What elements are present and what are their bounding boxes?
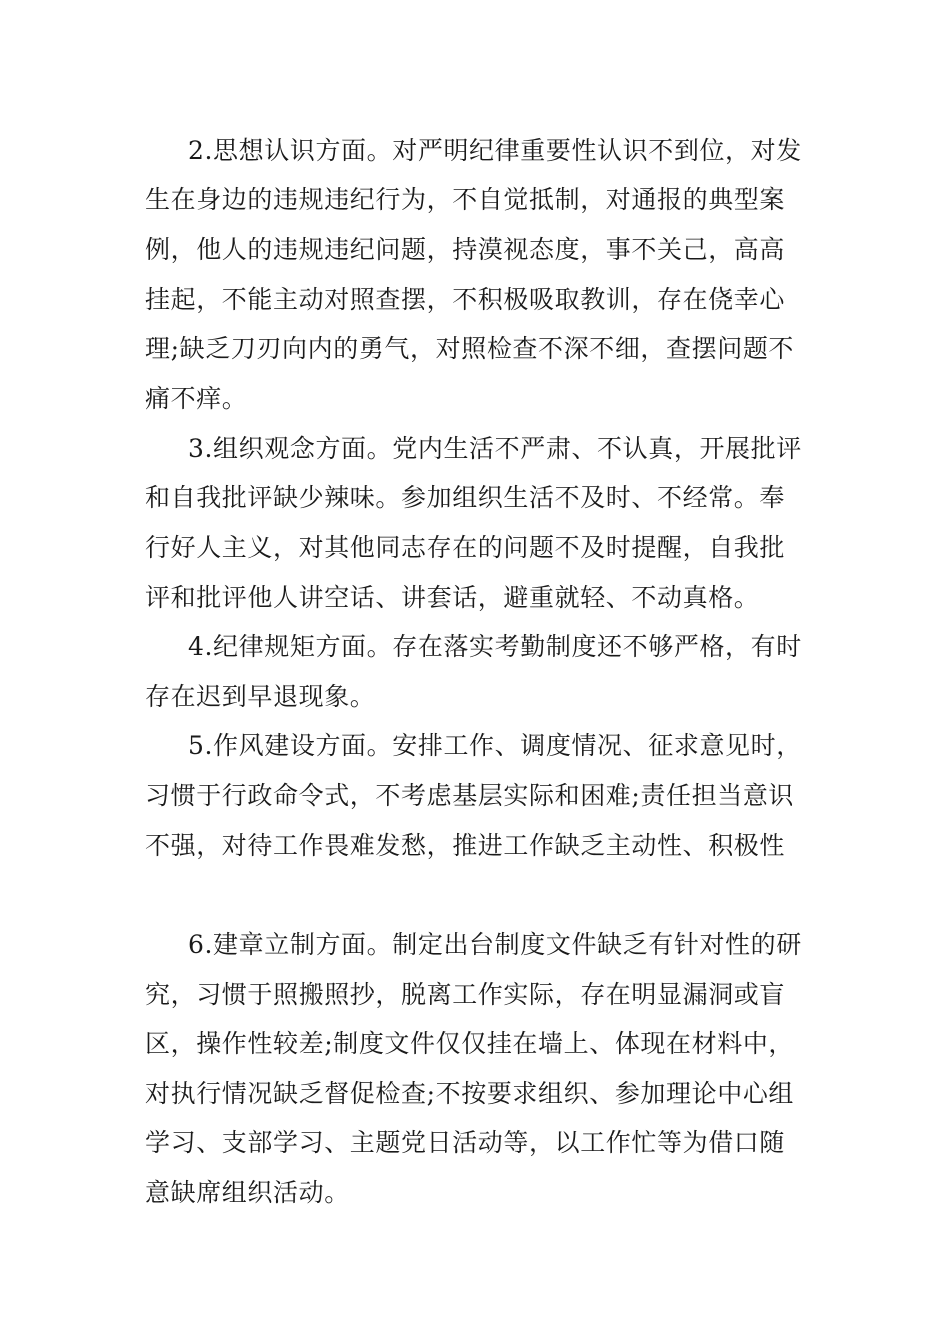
paragraph-3-line-3: 行好人主义，对其他同志存在的问题不及时提醒，自我批 — [145, 533, 786, 562]
paragraph-6-line-4: 对执行情况缺乏督促检查;不按要求组织、参加理论中心组 — [145, 1079, 795, 1108]
paragraph-6-line-2: 究，习惯于照搬照抄，脱离工作实际，存在明显漏洞或盲 — [145, 980, 786, 1009]
paragraph-5-line-2: 习惯于行政命令式，不考虑基层实际和困难;责任担当意识 — [145, 781, 795, 810]
paragraph-5-line-1: 5.作风建设方面。安排工作、调度情况、征求意见时， — [188, 731, 802, 760]
paragraph-2-line-3: 例，他人的违规违纪问题，持漠视态度，事不关己，高高 — [145, 235, 786, 264]
paragraph-6-line-5: 学习、支部学习、主题党日活动等，以工作忙等为借口随 — [145, 1128, 786, 1157]
paragraph-3-line-1: 3.组织观念方面。党内生活不严肃、不认真，开展批评 — [188, 434, 802, 463]
paragraph-2-line-2: 生在身边的违规违纪行为，不自觉抵制，对通报的典型案 — [145, 185, 786, 214]
paragraph-6-line-6: 意缺席组织活动。 — [145, 1178, 350, 1207]
paragraph-2-line-1: 2.思想认识方面。对严明纪律重要性认识不到位，对发 — [188, 136, 802, 165]
paragraph-4-line-1: 4.纪律规矩方面。存在落实考勤制度还不够严格，有时 — [188, 632, 802, 661]
paragraph-2-line-5: 理;缺乏刀刃向内的勇气，对照检查不深不细，查摆问题不 — [145, 334, 795, 363]
paragraph-3-line-4: 评和批评他人讲空话、讲套话，避重就轻、不动真格。 — [145, 583, 760, 612]
paragraph-4-line-2: 存在迟到早退现象。 — [145, 682, 376, 711]
paragraph-6-line-1: 6.建章立制方面。制定出台制度文件缺乏有针对性的研 — [188, 930, 802, 959]
paragraph-5-line-3: 不强，对待工作畏难发愁，推进工作缺乏主动性、积极性 — [145, 831, 786, 860]
paragraph-6-line-3: 区，操作性较差;制度文件仅仅挂在墙上、体现在材料中， — [145, 1029, 795, 1058]
paragraph-2-line-4: 挂起，不能主动对照查摆，不积极吸取教训，存在侥幸心 — [145, 285, 786, 314]
paragraph-3-line-2: 和自我批评缺少辣味。参加组织生活不及时、不经常。奉 — [145, 483, 786, 512]
paragraph-2-line-6: 痛不痒。 — [145, 384, 248, 413]
